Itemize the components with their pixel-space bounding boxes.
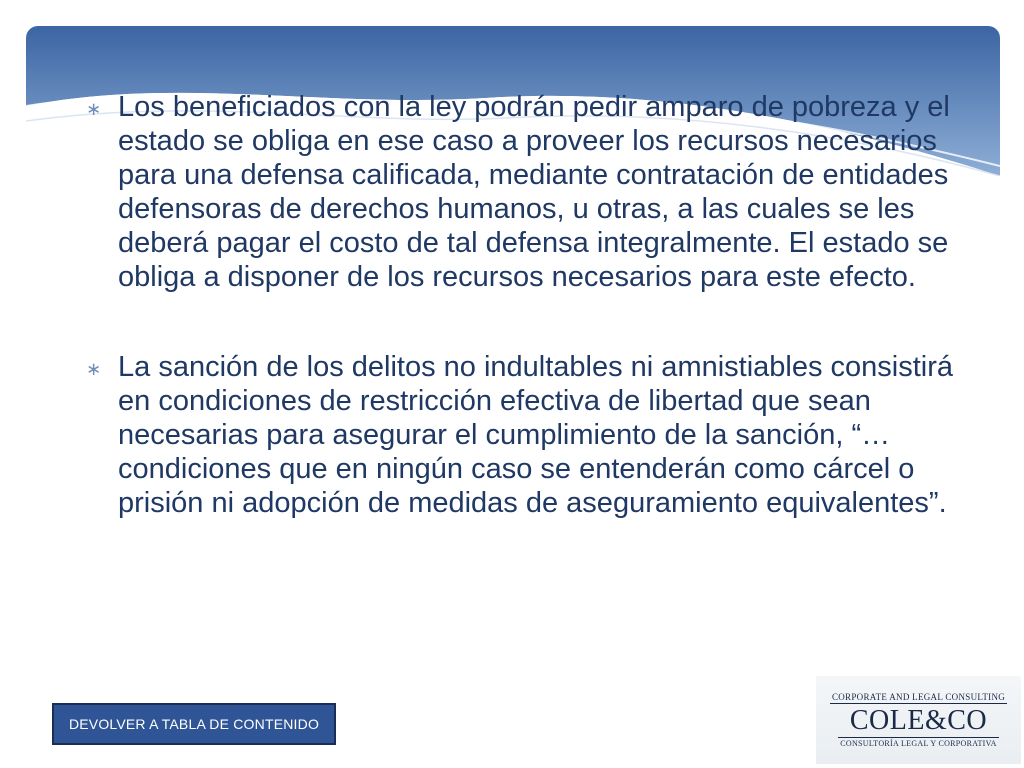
logo-name: COLE&CO: [849, 705, 988, 736]
bullet-item-amparo: [86, 90, 986, 294]
slide-content: [86, 90, 986, 576]
bullet-text: Los beneficiados con la ley podrán pedir amparo de pobreza y el estado se obliga en ese caso a proveer los recursos necesarios para una defensa calificada, mediante contratación de entidades defensoras de derechos humanos, u otras, a las cuales se les deberá pagar el costo de tal defensa integralmente. El estado se obliga a disponer de los recursos necesarios para este efecto.: [118, 91, 950, 293]
company-logo: [816, 676, 1021, 764]
logo-tagline-english: CORPORATE AND LEGAL CONSULTING: [831, 692, 1006, 702]
back-to-contents-label: DEVOLVER A TABLA DE CONTENIDO: [68, 716, 320, 732]
asterisk-bullet-icon: ∗: [86, 99, 102, 119]
bullet-text: La sanción de los delitos no indultables ni amnistiables consistirá en condiciones de restricción efectiva de libertad que sean necesarias para asegurar el cumplimiento de la sanción, “… condiciones que en ningún caso se entenderán como cárcel o prisión ni adopción de medidas de aseguramiento equivalentes”.: [118, 351, 954, 519]
bullet-item-sancion: [86, 350, 986, 520]
logo-tagline-spanish: CONSULTORÍA LEGAL Y CORPORATIVA: [840, 739, 997, 748]
back-to-contents-button[interactable]: [52, 703, 336, 745]
asterisk-bullet-icon: ∗: [86, 359, 102, 379]
